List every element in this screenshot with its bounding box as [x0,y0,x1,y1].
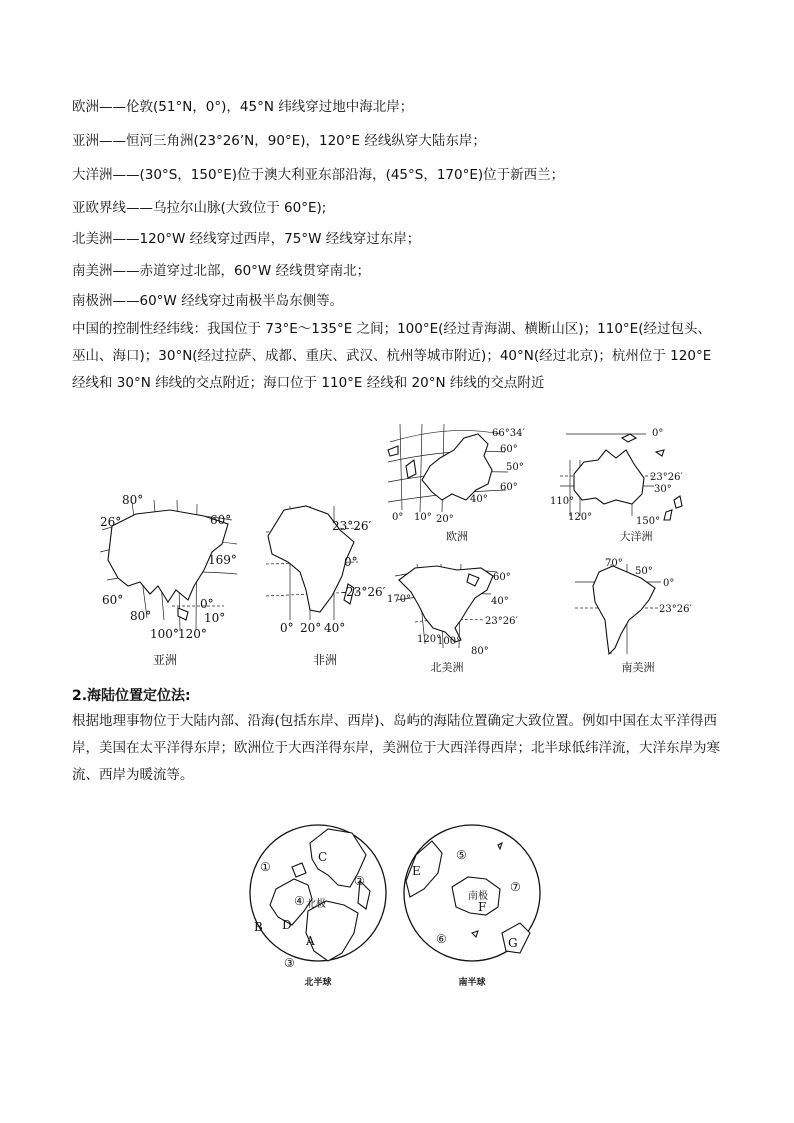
asia-label-9: 100° [150,627,179,641]
asia-label-5: 60° [102,593,124,607]
south-america-label-2: 50° [635,566,653,577]
north-america-label-3: 40° [491,596,509,607]
africa-label-6: 40° [324,621,346,635]
asia-label-6: 0° [200,597,214,611]
europe-caption: 欧洲 [446,530,468,543]
south-america-map [565,558,705,658]
south-pole-label: 南极 [468,891,488,902]
northern-hemisphere-map [248,815,388,975]
southern-hemisphere-caption: 南半球 [458,978,486,988]
europe-label-5: 40° [470,494,488,505]
asia-label-10: 120° [178,627,207,641]
asia-map [92,490,242,650]
north-label-7: C [318,850,328,864]
africa-label-5: 20° [300,621,322,635]
north-america-label-6: 100° [437,636,462,647]
china-paragraph: 中国的控制性经纬线：我国位于 73°E～135°E 之间；100°E(经过青海湖、横断山区)；110°E(经过包头、巫山、海口)；30°N(经过拉萨、成都、重庆、武汉、杭州等城市附近)；40°N(经过北京)；杭州位于 120°E 经线和 30°N 纬线的交点附近；海口位于 110°E 经线和 20°N 纬线的交点附近 [72,321,712,391]
south-label-4: E [412,864,421,878]
south-label-5: F [478,900,487,914]
europe-label-6: 0° [392,512,404,523]
south-america-label-3: 0° [663,578,675,589]
oceania-label-4: 110° [550,496,575,507]
oceania-label-5: 120° [568,512,593,523]
africa-label-1: 23°26′ [332,519,372,533]
africa-label-3: -23°26′ [342,585,386,599]
africa-map [262,500,392,638]
asia-label-1: 80° [122,493,144,507]
text-line-south-america: 南美洲——赤道穿过北部，60°W 经线贯穿南北； [72,263,371,279]
north-america-label-4: 23°26′ [485,616,518,627]
africa-label-4: 0° [280,621,294,635]
south-label-2: ⑥ [436,932,447,946]
southern-hemisphere-map [402,815,542,975]
oceania-label-3: 30° [654,484,672,495]
section-2-paragraph: 根据地理事物位于大陆内部、沿海(包括东岸、西岸)、岛屿的海陆位置确定大致位置。例如中国在太平洋得西岸，美国在太平洋得东岸；欧洲位于大西洋得东岸，美洲位于大西洋得西岸；北半球低纬洋流，大洋东岸为寒流、西岸为暖流等。 [72,713,720,783]
south-america-label-4: 23°26′ [659,604,692,615]
oceania-map [546,420,706,528]
north-america-caption: 北美洲 [430,661,464,674]
north-pole-label: 北极 [306,899,326,910]
asia-label-3: 60° [210,513,232,527]
africa-caption: 非洲 [312,653,337,667]
asia-label-8: 10° [204,611,226,625]
oceania-caption: 大洋洲 [619,530,653,543]
oceania-label-1: 0° [652,428,664,439]
south-label-6: G [508,936,518,950]
north-america-label-5: 120° [417,634,442,645]
europe-label-4: 60° [500,482,518,493]
northern-hemisphere-caption: 北半球 [304,978,332,988]
europe-label-7: 10° [414,512,432,523]
north-label-4: ④ [294,894,305,908]
africa-label-2: 0° [344,555,358,569]
south-america-label-1: 70° [605,558,623,569]
north-label-8: D [282,918,292,932]
text-line-eurasia-border: 亚欧界线——乌拉尔山脉(大致位于 60°E); [72,200,327,216]
europe-label-8: 20° [436,514,454,525]
text-line-antarctica: 南极洲——60°W 经线穿过南极半岛东侧等。 [72,293,344,309]
north-label-3: ③ [284,956,295,970]
north-america-label-7: 80° [471,646,489,657]
south-label-1: ⑤ [456,848,467,862]
north-label-6: B [254,920,263,934]
europe-label-1: 66°34′ [492,428,525,439]
oceania-label-6: 150° [636,516,661,527]
oceania-label-2: 23°26′ [650,472,683,483]
text-line-oceania: 大洋洲——(30°S，150°E)位于澳大利亚东部沿海，(45°S，170°E)位于新西兰； [72,167,565,183]
text-line-north-america: 北美洲——120°W 经线穿过西岸，75°W 经线穿过东岸； [72,231,421,247]
section-2-heading: 2.海陆位置定位法: [72,688,191,704]
europe-label-2: 60° [500,444,518,455]
north-america-map [385,558,525,658]
asia-label-7: 80° [130,609,152,623]
north-label-5: A [306,934,315,948]
north-label-1: ① [260,860,271,874]
asia-label-4: 169° [208,553,237,567]
europe-label-3: 50° [506,462,524,473]
north-america-label-2: 170° [387,594,412,605]
north-america-label-1: 60° [493,572,511,583]
asia-caption: 亚洲 [152,653,177,667]
south-label-3: ⑦ [510,880,521,894]
text-line-europe: 欧洲——伦敦(51°N，0°)，45°N 纬线穿过地中海北岸； [72,99,414,115]
north-label-2: ② [354,874,365,888]
south-america-caption: 南美洲 [621,661,655,674]
asia-label-2: 26° [100,515,122,529]
text-line-asia: 亚洲——恒河三角洲(23°26’N，90°E)，120°E 经线纵穿大陆东岸； [72,133,486,149]
europe-map [380,420,530,525]
